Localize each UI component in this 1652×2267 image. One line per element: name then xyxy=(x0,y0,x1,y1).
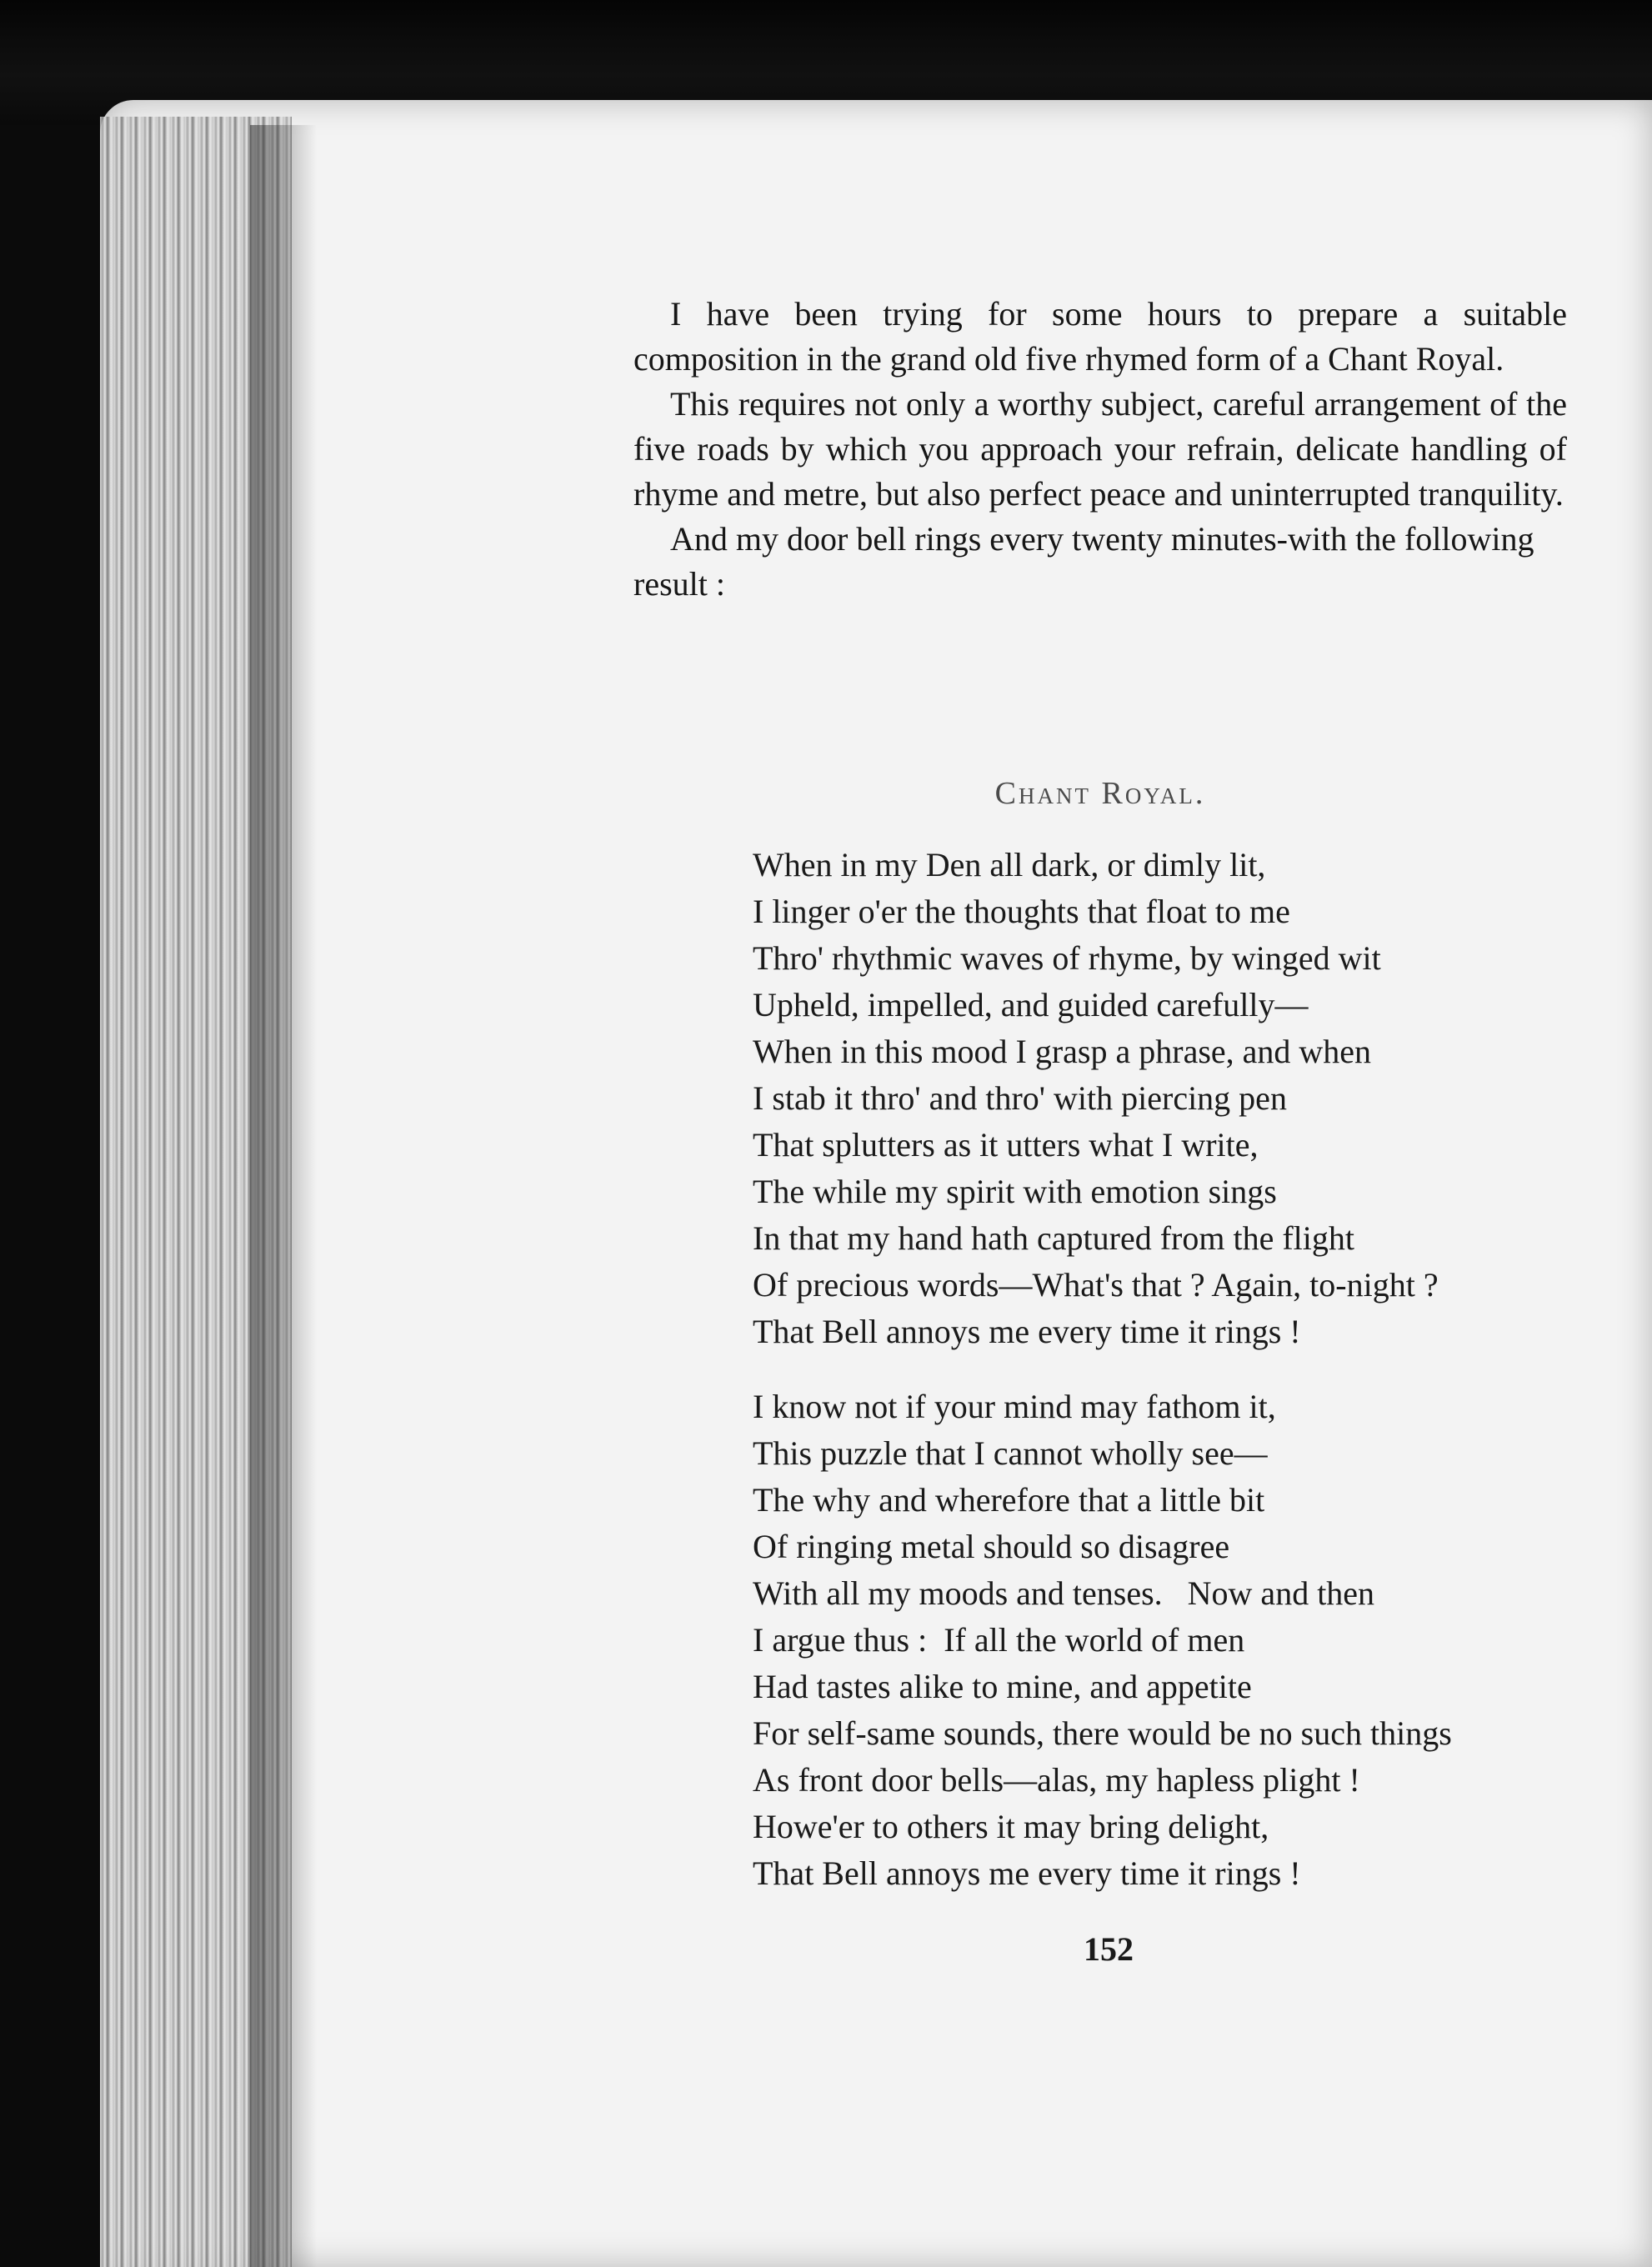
poem-line: I know not if your mind may fathom it, xyxy=(753,1388,1276,1425)
poem-line: I stab it thro' and thro' with piercing pen xyxy=(753,1079,1287,1117)
poem-line: Upheld, impelled, and guided carefully— xyxy=(753,986,1309,1023)
poem-line: I linger o'er the thoughts that float to me xyxy=(753,893,1290,930)
page-number: 152 xyxy=(1084,1930,1134,1968)
poem-line: I argue thus : If all the world of men xyxy=(753,1621,1245,1659)
poem-line: In that my hand hath captured from the flight xyxy=(753,1219,1355,1257)
paragraph: And my door bell rings every twenty minutes-with the following result : xyxy=(633,520,1534,603)
poem-line: The why and wherefore that a little bit xyxy=(753,1481,1265,1519)
poem-line: Had tastes alike to mine, and appetite xyxy=(753,1668,1252,1705)
poem-refrain: That Bell annoys me every time it rings ! xyxy=(753,1313,1301,1350)
poem-line: The while my spirit with emotion sings xyxy=(753,1173,1277,1210)
stanza xyxy=(753,842,1594,1355)
poem-line: Of ringing metal should so disagree xyxy=(753,1528,1230,1565)
gutter-shadow xyxy=(250,125,317,2267)
poem-line: This puzzle that I cannot wholly see— xyxy=(753,1434,1268,1472)
poem-line: Howe'er to others it may bring delight, xyxy=(753,1808,1269,1845)
poem-line: When in my Den all dark, or dimly lit, xyxy=(753,846,1266,883)
paragraph: I have been trying for some hours to prepare a suitable composition in the grand old five rhymed form of a Chant Royal. xyxy=(633,295,1567,378)
poem-line: For self-same sounds, there would be no such things xyxy=(753,1714,1452,1752)
poem-refrain: That Bell annoys me every time it rings ! xyxy=(753,1854,1301,1892)
paragraph: This requires not only a worthy subject, careful arrangement of the five roads by which you approach your refrain, delicate handling of rhyme and metre, but also perfect peace and uninterrupted tranquility. xyxy=(633,385,1567,513)
poem-title: Chant Royal. xyxy=(994,776,1206,811)
poem-line: That splutters as it utters what I write, xyxy=(753,1126,1259,1164)
poem-line: Of precious words—What's that ? Again, to-night ? xyxy=(753,1266,1439,1304)
poem-line: As front door bells—alas, my hapless plight ! xyxy=(753,1761,1360,1799)
poem-line: With all my moods and tenses. Now and then xyxy=(753,1574,1375,1612)
prose-block xyxy=(633,292,1567,607)
poem-line: When in this mood I grasp a phrase, and when xyxy=(753,1033,1372,1070)
poem-line: Thro' rhythmic waves of rhyme, by winged wit xyxy=(753,939,1381,977)
stanza xyxy=(753,1384,1594,1897)
